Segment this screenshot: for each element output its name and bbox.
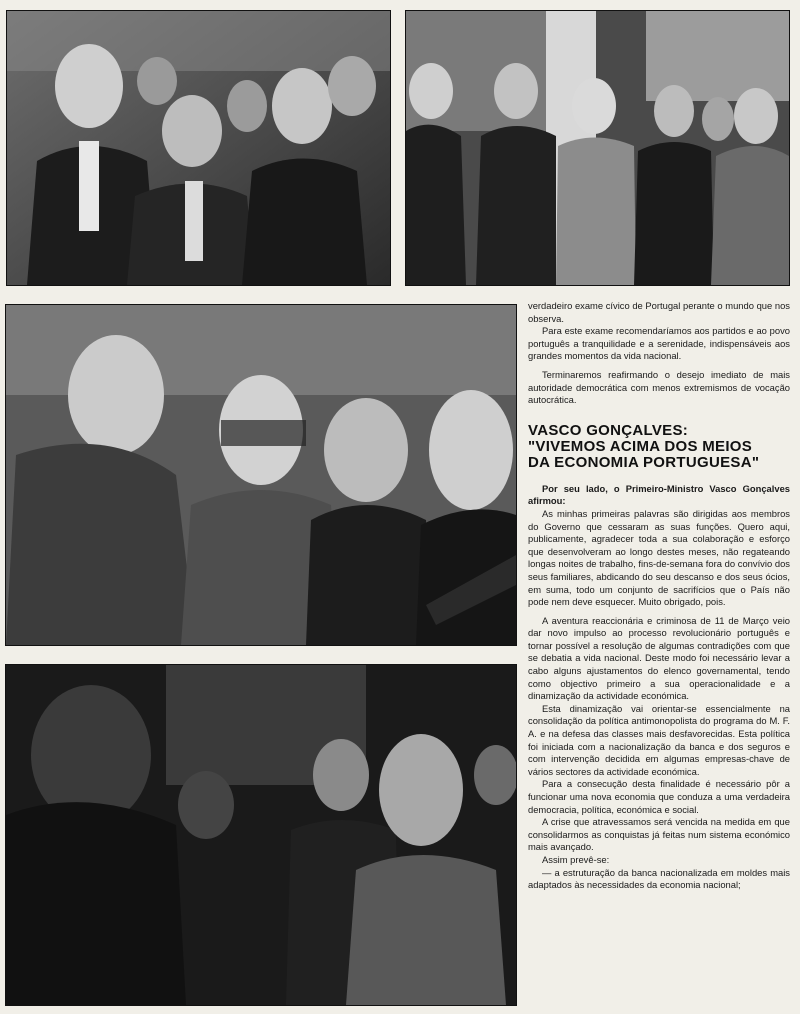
article-paragraph: Terminaremos reafirmando o desejo imediato de mais autoridade democrática com menos extremismos de vocação autocrática. (528, 368, 790, 406)
section-headline (528, 423, 790, 471)
photo-top-right-image (406, 11, 789, 285)
article-paragraph: Esta dinamização vai orientar-se essencialmente na consolidação da política antimonopolista do programa do M. F. A. e na defesa das classes mais desfavorecidas. Esta política foi iniciada com a nacionalização da banca e dos seguros e com intervenção decidida em algumas empresas-chave de vários sectores da actividade económica. (528, 702, 790, 777)
headline-line: VASCO GONÇALVES: (528, 421, 689, 439)
article-paragraph: Para a consecução desta finalidade é necessário pôr a funcionar uma nova economia que conduza a uma verdadeira democracia, política, económica e social. (528, 778, 790, 815)
article-lead: Por seu lado, o Primeiro-Ministro Vasco Gonçalves afirmou: (528, 482, 790, 507)
photo-top-left-image (7, 11, 390, 285)
headline-line: DA ECONOMIA PORTUGUESA" (528, 453, 760, 471)
article-paragraph: verdadeiro exame cívico de Portugal perante o mundo que nos observa. (528, 300, 790, 324)
article-paragraph: Assim prevê-se: (542, 853, 610, 865)
article-paragraph: Para este exame recomendaríamos aos partidos e ao povo português a tranquilidade e a serenidade, indispensáveis aos grandes momentos da vida nacional. (528, 325, 790, 362)
article-paragraph: A aventura reaccionária e criminosa de 11 de Março veio dar novo impulso ao processo revolucionário português e tornar possível a resolução de algumas contradições com que se debatia a vida nacional. Deste modo foi necessário levar a cabo alguns ajustamentos do elenco governamental, tendo como objectivo primeiro a sua operacionalidade e a dinamização da actividade económica. (528, 614, 790, 702)
photo-middle-image (6, 305, 516, 645)
headline-line: "VIVEMOS ACIMA DOS MEIOS (528, 437, 753, 455)
article-paragraph: — a estruturação da banca nacionalizada em moldes mais adaptados às necessidades da economia nacional; (528, 866, 790, 891)
photo-top-right (405, 10, 790, 286)
article-column (528, 300, 790, 1010)
article-paragraph: A crise que atravessamos será vencida na medida em que consolidarmos as conquistas já feitas num sistema económico mais avançado. (528, 816, 790, 853)
article-paragraph: As minhas primeiras palavras são dirigidas aos membros do Governo que cessaram as suas funções. Quero aqui, publicamente, agradecer toda a sua colaboração e esforço que desenvolveram ao longo destes meses, não regateando longas noites de trabalho, fins-de-semana fora do convívio dos seus familiares, abdicando do seu descanso e dos seus ócios, em suma, todo um conjunto de sacrifícios que o País não pode nem deve esquecer. Muito obrigado, pois. (528, 507, 790, 608)
photo-bottom (5, 664, 517, 1006)
photo-bottom-image (6, 665, 516, 1005)
photo-middle (5, 304, 517, 646)
photo-top-left (6, 10, 391, 286)
